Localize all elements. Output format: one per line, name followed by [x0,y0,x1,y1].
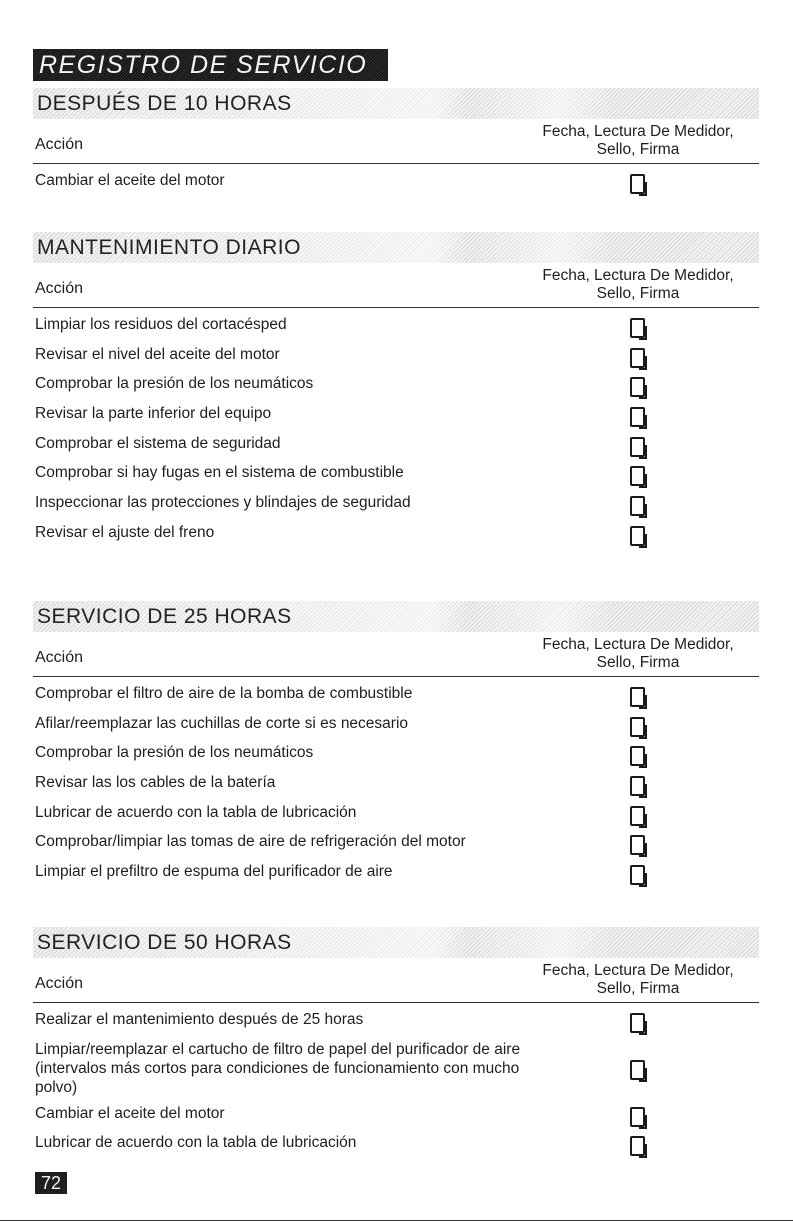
action-column-label: Acción [35,280,84,297]
list-item [33,1130,759,1160]
list-item [33,460,759,490]
checkbox[interactable] [630,717,645,737]
task-label: Revisar el ajuste del freno [35,523,215,541]
record-label-line2: Sello, Firma [596,141,680,158]
list-item [33,401,759,431]
task-label: Comprobar/limpiar las tomas de aire de refrigeración del motor [35,833,466,851]
record-label-line2: Sello, Firma [596,285,680,302]
record-column-label [523,636,753,672]
checkbox[interactable] [630,746,645,766]
checkbox[interactable] [630,318,645,338]
column-header [33,267,759,308]
task-label: Limpiar los residuos del cortacésped [35,316,287,333]
list-item [33,800,759,830]
checkbox[interactable] [630,1107,645,1127]
record-label-line1: Fecha, Lectura De Medidor, [542,123,734,140]
record-label-line1: Fecha, Lectura De Medidor, [542,267,734,284]
list-item [33,740,759,770]
checkbox[interactable] [630,348,645,368]
list-item [33,520,759,550]
record-column-label [523,123,753,159]
task-label: Revisar las los cables de la batería [35,774,276,792]
checkbox[interactable] [630,407,645,427]
section-daily-maintenance [33,232,759,550]
record-column-label [523,267,753,303]
checkbox[interactable] [630,526,645,546]
page-number: 72 [35,1172,67,1194]
action-column-label: Acción [35,975,84,992]
checkbox[interactable] [630,377,645,397]
list-item [33,1101,759,1131]
list-item [33,168,759,198]
action-column-label: Acción [35,649,84,666]
checkbox[interactable] [630,437,645,457]
list-item [33,681,759,711]
record-column-label [523,962,753,998]
section-heading: SERVICIO DE 25 HORAS [33,601,759,632]
checkbox[interactable] [630,174,645,194]
list-item [33,1007,759,1037]
record-label-line1: Fecha, Lectura De Medidor, [542,962,734,979]
task-label: Limpiar/reemplazar el cartucho de filtro de papel del purificador de aire (intervalos más cortos para condiciones de funcionamiento con mucho polvo) [35,1040,521,1096]
list-item [33,829,759,859]
record-label-line2: Sello, Firma [596,654,680,671]
list-item [33,770,759,800]
task-label: Realizar el mantenimiento después de 25 horas [35,1011,364,1028]
task-label: Revisar el nivel del aceite del motor [35,345,280,363]
record-label-line2: Sello, Firma [596,980,680,997]
checkbox[interactable] [630,806,645,826]
section-heading: DESPUÉS DE 10 HORAS [33,88,759,119]
checkbox[interactable] [630,865,645,885]
action-column-label: Acción [35,136,84,153]
checkbox[interactable] [630,776,645,796]
checkbox[interactable] [630,1013,645,1033]
task-label: Lubricar de acuerdo con la tabla de lubricación [35,803,357,821]
task-label: Limpiar el prefiltro de espuma del purificador de aire [35,863,393,881]
task-label: Comprobar el sistema de seguridad [35,434,281,452]
section-50-hours [33,927,759,1160]
task-label: Comprobar si hay fugas en el sistema de combustible [35,464,404,482]
checkbox[interactable] [630,466,645,486]
task-label: Comprobar la presión de los neumáticos [35,744,314,762]
task-label: Comprobar el filtro de aire de la bomba de combustible [35,685,413,702]
column-header [33,962,759,1003]
checkbox[interactable] [630,835,645,855]
task-label: Revisar la parte inferior del equipo [35,405,272,423]
record-label-line1: Fecha, Lectura De Medidor, [542,636,734,653]
list-item [33,1037,759,1101]
checkbox[interactable] [630,1060,645,1080]
page-title: REGISTRO DE SERVICIO [33,49,388,81]
divider [0,1220,793,1221]
list-item [33,711,759,741]
section-25-hours [33,601,759,889]
task-label: Comprobar la presión de los neumáticos [35,375,314,393]
section-10-hours [33,88,759,198]
list-item [33,431,759,461]
section-heading: MANTENIMIENTO DIARIO [33,232,759,263]
task-label: Cambiar el aceite del motor [35,172,225,189]
list-item [33,342,759,372]
task-label: Lubricar de acuerdo con la tabla de lubricación [35,1134,357,1152]
column-header [33,123,759,164]
list-item [33,490,759,520]
checkbox[interactable] [630,1136,645,1156]
list-item [33,312,759,342]
section-heading: SERVICIO DE 50 HORAS [33,927,759,958]
task-label: Afilar/reemplazar las cuchillas de corte si es necesario [35,714,409,732]
task-label: Inspeccionar las protecciones y blindajes de seguridad [35,494,411,512]
list-item [33,371,759,401]
checkbox[interactable] [630,496,645,516]
column-header [33,636,759,677]
task-label: Cambiar el aceite del motor [35,1104,225,1122]
checkbox[interactable] [630,687,645,707]
list-item [33,859,759,889]
